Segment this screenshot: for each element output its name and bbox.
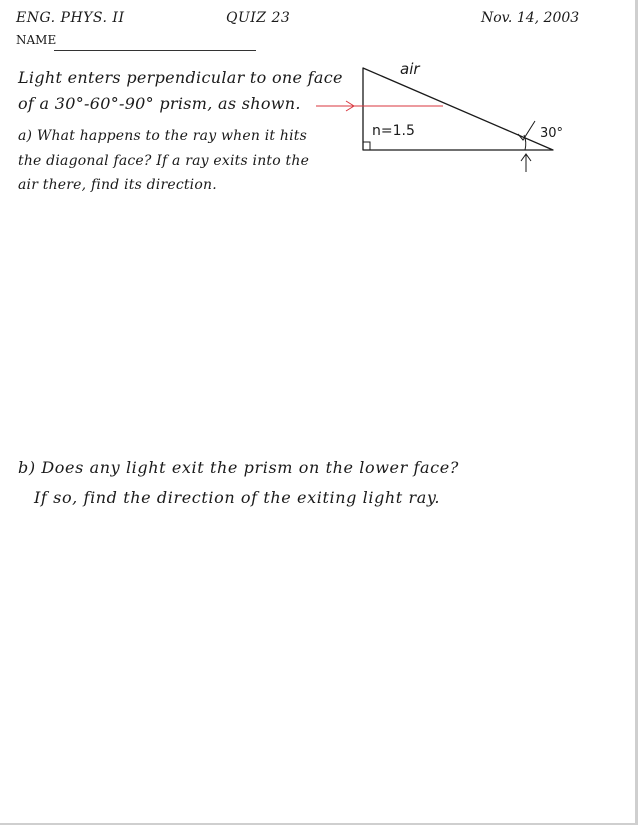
quiz-number: QUIZ 23 <box>226 10 291 26</box>
part-b-line-1: b) Does any light exit the prism on the lower face? <box>18 458 459 477</box>
part-a-line-1: a) What happens to the ray when it hits <box>18 128 308 144</box>
name-label: NAME <box>16 33 57 47</box>
angle-pointer <box>518 121 535 140</box>
angle-label: 30° <box>540 126 564 141</box>
refractive-index-label: n=1.5 <box>372 123 415 139</box>
quiz-date: Nov. 14, 2003 <box>481 10 580 26</box>
air-label: air <box>400 60 420 78</box>
part-a-line-2: the diagonal face? If a ray exits into the <box>18 153 310 169</box>
part-a-line-3: air there, find its direction. <box>18 177 217 193</box>
prism-diagram <box>300 55 590 185</box>
right-angle-marker <box>363 142 370 150</box>
name-blank-line <box>54 50 256 51</box>
part-b-line-2: If so, find the direction of the exiting light ray. <box>34 488 441 507</box>
prompt-line-2: of a 30°-60°-90° prism, as shown. <box>18 94 301 113</box>
prompt-line-1: Light enters perpendicular to one face <box>18 68 343 87</box>
course-title: ENG. PHYS. II <box>16 10 125 26</box>
